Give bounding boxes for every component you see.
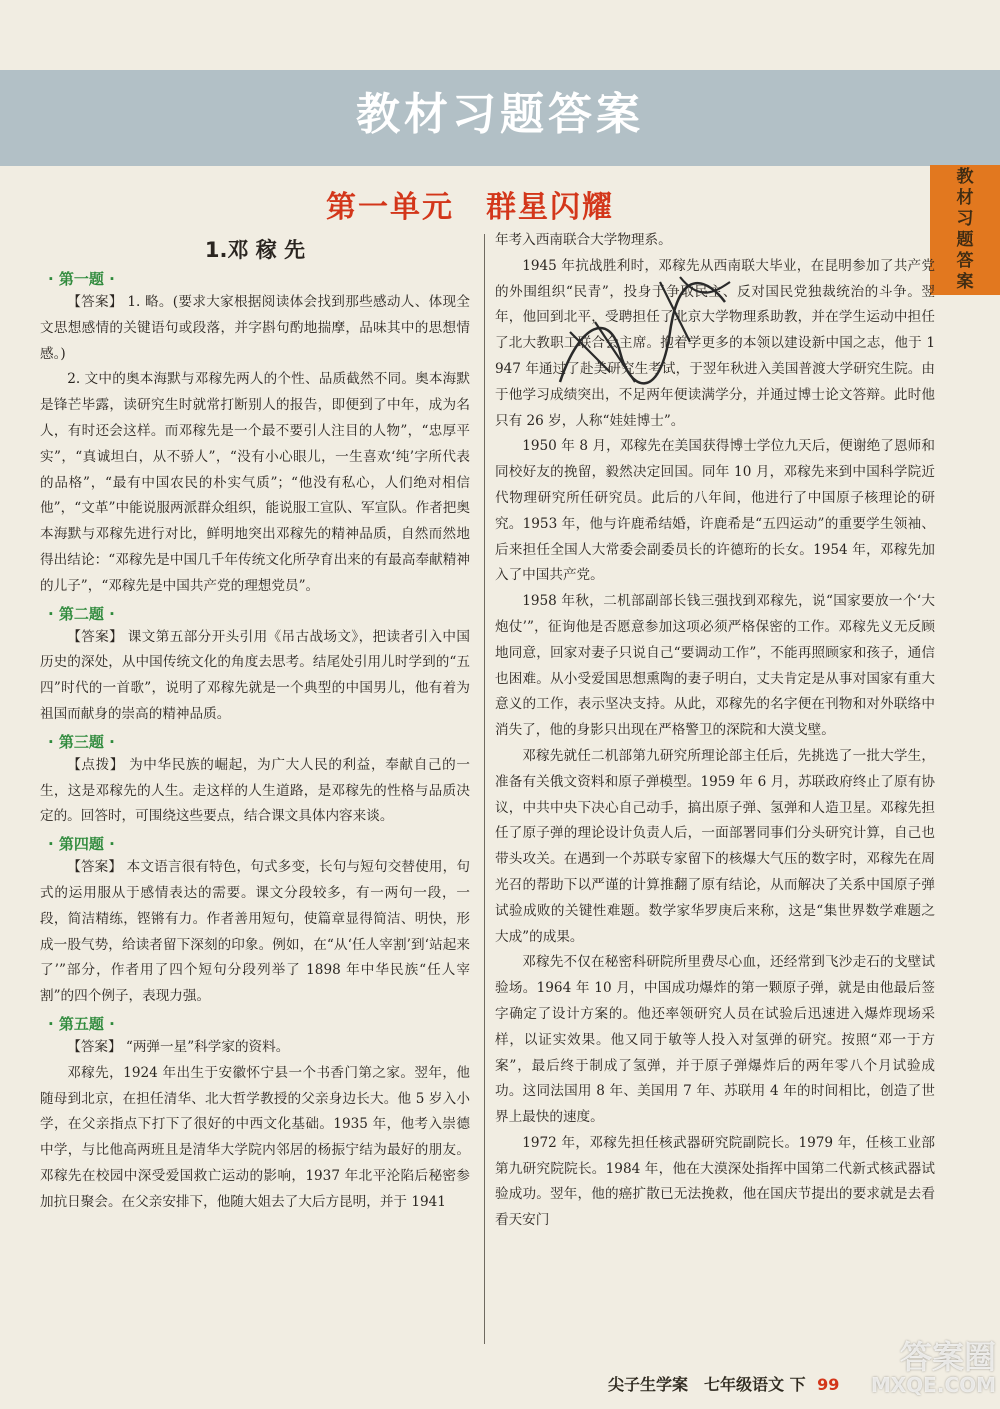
page-title: 教材习题答案: [356, 89, 644, 140]
question-5-answer: 【答案】 “两弹一星”科学家的资料。: [67, 1038, 290, 1055]
question-4-answer: 【答案】 本文语言很有特色，句式多变，长句与短句交替使用，句式的运用服从于感情表达的需要。课文分段较多，有一两句一段，一段，简洁精练，铿锵有力。作者善用短句，使篇章显得简洁、明快，形成一股气势，给读者留下深刻的印象。例如，在“从‘任人宰割’到‘站起来了’”部分，作者用了四个短句分段列举了 1898 年中华民族“任人宰割”的四个例子，表现力强。: [40, 859, 470, 1005]
question-3-hint: 【点拨】 为中华民族的崛起，为广大人民的利益，奉献自己的一生，这是邓稼先的人生。走这样的人生道路，是邓稼先的性格与品质决定的。回答时，可围绕这些要点，结合课文具体内容来谈。: [40, 756, 470, 825]
book-title: 尖子生学案 七年级语文 下: [608, 1375, 806, 1394]
page-number: 99: [817, 1375, 840, 1394]
biography-continuation: 年考入西南联合大学物理系。: [495, 232, 672, 248]
question-3-label: · 第三题 ·: [48, 732, 115, 751]
question-2-answer: 【答案】 课文第五部分开头引用《吊古战场文》，把读者引入中国历史的深处，从中国传统文化的角度去思考。结尾处引用儿时学到的“五四”时代的一首歌”，说明了邓稼先就是一个典型的中国男儿，他有着为祖国而献身的崇高的精神品质。: [40, 628, 470, 722]
question-4-label: · 第四题 ·: [48, 835, 115, 854]
question-1-label: · 第一题 ·: [48, 270, 115, 288]
biography-paragraph-1: 邓稼先，1924 年出生于安徽怀宁县一个书香门第之家。翌年，他随母到北京，在担任清华、北大哲学教授的父亲身边长大。他 5 岁入小学，在父亲指点下打下了很好的中西文化基础。1935 年，他考入崇德中学，与比他高两班且是清华大学院内邻居的杨振宁结为最好的朋友。邓稼先在校园中深受爱国救亡运动的影响，1937 年北平沦陷后秘密参加抗日聚会。在父亲安排下，他随大姐去了大后方昆明，并于 1941: [40, 1064, 470, 1210]
biography-paragraph-5: 邓稼先就任二机部第九研究所理论部主任后，先挑选了一批大学生，准备有关俄文资料和原子弹模型。1959 年 6 月，苏联政府终止了原有协议，中共中央下决心自己动手，搞出原子弹、氢弹和人造卫星。邓稼先担任了原子弹的理论设计负责人后，一面部署同事们分头研究计算，自己也带头攻关。在遇到一个苏联专家留下的核爆大气压的数字时，邓稼先在周光召的帮助下以严谨的计算推翻了原有结论，从而解决了关系中国原子弹试验成败的关键性难题。数学家华罗庚后来称，这是“集世界数学难题之大成”的成果。: [495, 747, 935, 945]
biography-paragraph-2: 1945 年抗战胜利时，邓稼先从西南联大毕业，在昆明参加了共产党的外围组织“民青”，投身于争取民主、反对国民党独裁统治的斗争。翌年，他回到北平，受聘担任了北京大学物理系助教，并在学生运动中担任了北大教职工联合会主席。抱着学更多的本领以建设新中国之志，他于 1947 年通过了赴美研究生考试，于翌年秋进入美国普渡大学研究生院。由于他学习成绩突出，不足两年便读满学分，并通过博士论文答辩。此时他只有 26 岁，人称“娃娃博士”。: [495, 257, 935, 429]
question-1-answer-2: 2. 文中的奥本海默与邓稼先两人的个性、品质截然不同。奥本海默是锋芒毕露，读研究生时就常打断别人的报告，即便到了中年，成为名人，有时还会这样。而邓稼先是一个最不要引人注目的人物”，“忠厚平实”，“真诚坦白，从不骄人”，“没有小心眼儿，一生喜欢‘纯’字所代表的品格”，“最有中国农民的朴实气质”；“他没有私心，人们绝对相信他”，“文革”中能说服两派群众组织，能说服工宣队、军宣队。作者把奥本海默与邓稼先进行对比，鲜明地突出邓稼先的精神品质，自然而然地得出结论：“邓稼先是中国几千年传统文化所孕育出来的有最高奉献精神的儿子”，“邓稼先是中国共产党的理想党员”。: [40, 371, 470, 594]
biography-paragraph-7: 1972 年，邓稼先担任核武器研究院副院长。1979 年，任核工业部第九研究院院长。1984 年，他在大漠深处指挥中国第二代新式核武器试验成功。翌年，他的癌扩散已无法挽救，他在国庆节提出的要求就是去看看天安门: [495, 1134, 935, 1229]
question-2-label: · 第二题 ·: [48, 604, 115, 623]
site-watermark: [816, 1338, 996, 1403]
column-divider: [484, 234, 485, 1344]
watermark-line-2: MXQE.COM: [870, 1373, 996, 1397]
biography-paragraph-4: 1958 年秋，二机部副部长钱三强找到邓稼先，说“国家要放一个‘大炮仗’”，征询他是否愿意参加这项必须严格保密的工作。邓稼先义无反顾地同意，回家对妻子只说自己“要调动工作”，不能再照顾家和孩子，通信也困难。从小受爱国思想熏陶的妻子明白，丈夫肯定是从事对国家有重大意义的工作，表示坚决支持。从此，邓稼先的名字便在刊物和对外联络中消失了，他的身影只出现在严格警卫的深院和大漠戈壁。: [495, 593, 935, 739]
side-tab-label: 教材习题答案: [956, 167, 974, 292]
question-5-label: · 第五题 ·: [48, 1014, 115, 1033]
unit-title: 第一单元 群星闪耀: [326, 190, 614, 225]
biography-paragraph-3: 1950 年 8 月，邓稼先在美国获得博士学位九天后，便谢绝了恩师和同校好友的挽留，毅然决定回国。同年 10 月，邓稼先来到中国科学院近代物理研究所任研究员。此后的八年间，他进行了中国原子核理论的研究。1953 年，他与许鹿希结婚，许鹿希是“五四运动”的重要学生领袖、后来担任全国人大常委会副委员长的许德珩的长女。1954 年，邓稼先加入了中国共产党。: [495, 438, 935, 584]
biography-paragraph-6: 邓稼先不仅在秘密科研院所里费尽心血，还经常到飞沙走石的戈壁试验场。1964 年 10 月，中国成功爆炸的第一颗原子弹，就是由他最后签字确定了设计方案的。他还率领研究人员在试验后迅速进入爆炸现场采样，以证实效果。他又同于敏等人投入对氢弹的研究。按照“邓一于方案”，最后终于制成了氢弹，并于原子弹爆炸后的两年零八个月试验成功。这同法国用 8 年、美国用 7 年、苏联用 4 年的时间相比，创造了世界上最快的速度。: [495, 954, 935, 1126]
watermark-line-1: 答案圈: [899, 1338, 996, 1376]
left-column: [40, 228, 470, 1358]
question-1-answer-1: 【答案】 1. 略。(要求大家根据阅读体会找到那些感动人、体现全文思想感情的关键语句或段落，并字斟句酌地揣摩，品味其中的思想情感。): [40, 294, 470, 362]
handwriting-scribble: [540, 262, 740, 412]
lesson-title: 1.邓 稼 先: [204, 238, 306, 262]
section-side-tab: [930, 165, 1000, 295]
